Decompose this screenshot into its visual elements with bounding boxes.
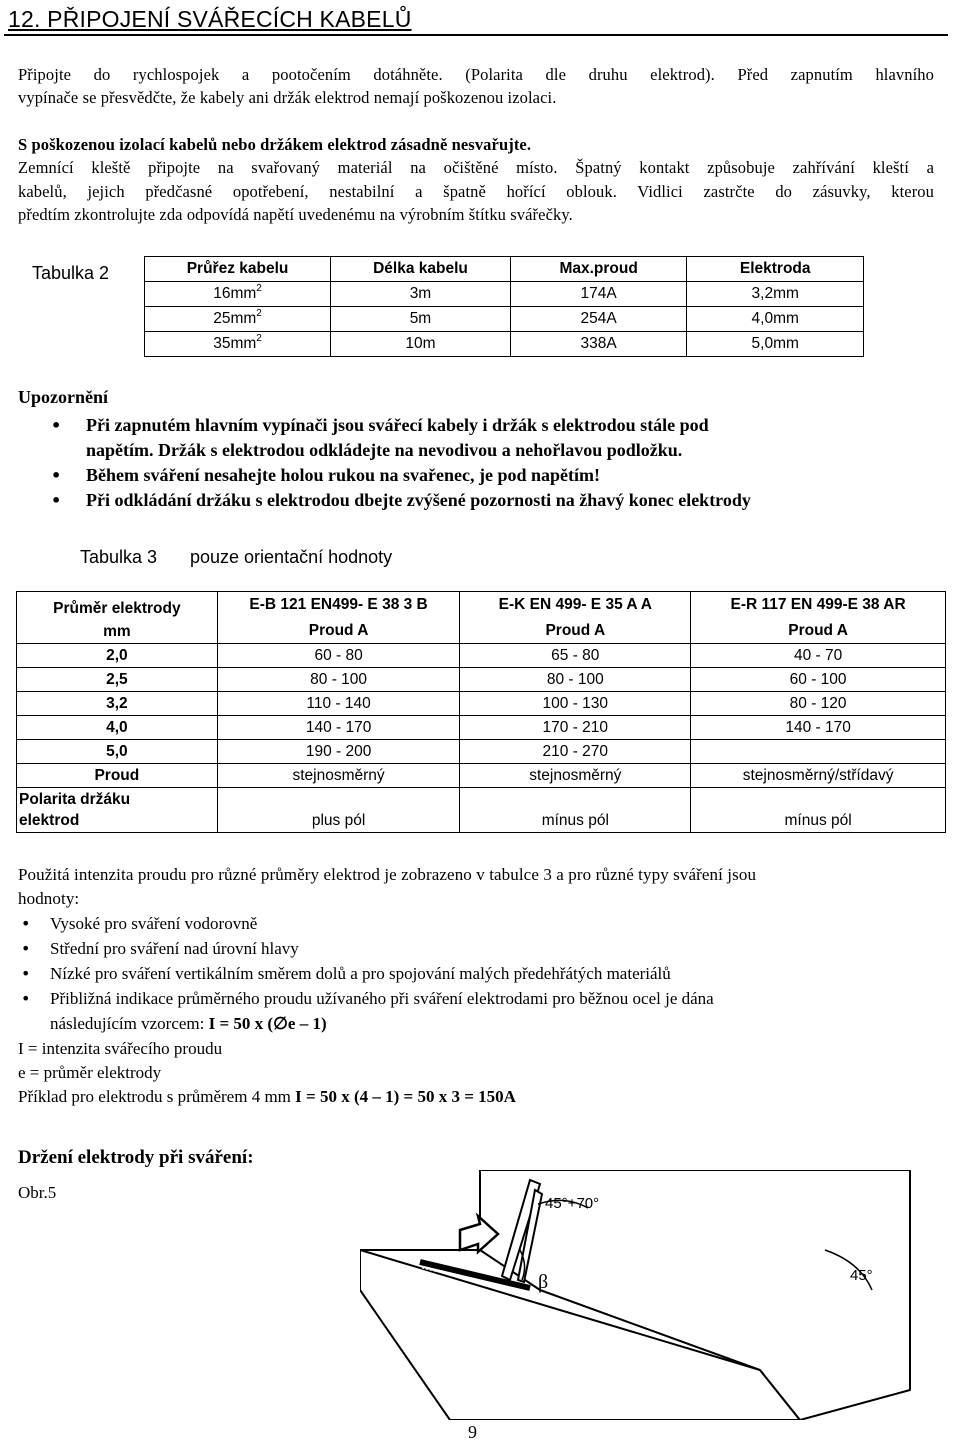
usage-line-2: hodnoty: xyxy=(18,889,80,908)
table-cell: stejnosměrný xyxy=(217,764,460,788)
section-heading: 12. PŘIPOJENÍ SVÁŘECÍCH KABELŮ xyxy=(8,6,412,32)
superscript: 2 xyxy=(256,308,262,319)
table-cell: 170 - 210 xyxy=(460,716,691,740)
warning-title: Upozornění xyxy=(18,387,108,407)
usage-definitions xyxy=(18,1037,516,1109)
table-cell: 110 - 140 xyxy=(217,692,460,716)
table3 xyxy=(16,591,946,833)
example-prefix: Příklad pro elektrodu s průměrem 4 mm xyxy=(18,1087,296,1106)
intro-line-1: Připojte do rychlospojek a pootočením dotáhněte. (Polarita dle druhu elektrod). Před zapnutím hlavního xyxy=(18,65,934,84)
table-row xyxy=(17,692,946,716)
table-cell: mínus pól xyxy=(691,788,946,833)
table-header: E-R 117 EN 499-E 38 AR xyxy=(691,592,946,619)
list-item: • Nízké pro sváření vertikálním směrem dolů a pro spojování malých předehřátých materiálů xyxy=(18,961,918,986)
table-cell: mínus pól xyxy=(460,788,691,833)
table-header: Proud A xyxy=(217,618,460,643)
table-cell: 4,0mm xyxy=(687,307,864,332)
table-cell: plus pól xyxy=(217,788,460,833)
usage-list xyxy=(18,911,918,1036)
formula-prefix: následujícím vzorcem: xyxy=(50,1014,209,1033)
col0-header-line1: Průměr elektrody xyxy=(53,600,181,617)
heading-rule xyxy=(4,34,948,36)
polarity-label-l2: elektrod xyxy=(19,812,80,829)
table-header: Proud A xyxy=(460,618,691,643)
intro-line-2: vypínače se přesvědčte, že kabely ani držák elektrod nemají poškozenou izolaci. xyxy=(18,88,557,107)
cable-section: 35mm xyxy=(213,335,257,352)
table-cell: 2,5 xyxy=(17,668,218,692)
table-cell: 190 - 200 xyxy=(217,740,460,764)
table-cell: 3,2 xyxy=(17,692,218,716)
table-row xyxy=(17,644,946,668)
list-item: • Přibližná indikace průměrného proudu užívaného při sváření elektrodami pro běžnou ocel je dána xyxy=(18,986,918,1011)
table-cell xyxy=(17,788,218,833)
list-item xyxy=(18,413,928,463)
table-cell: Proud xyxy=(17,764,218,788)
table-header: E-B 121 EN499- E 38 3 B xyxy=(217,592,460,619)
example-line xyxy=(18,1085,516,1109)
table-row xyxy=(17,788,946,833)
table-header: Délka kabelu xyxy=(331,257,511,282)
cable-section: 16mm xyxy=(213,285,257,302)
list-item: • Střední pro sváření nad úrovní hlavy xyxy=(18,936,918,961)
def-e: e = průměr elektrody xyxy=(18,1063,162,1082)
superscript: 2 xyxy=(256,283,262,294)
table-cell: 140 - 170 xyxy=(691,716,946,740)
table2-header-row xyxy=(145,257,864,282)
table-cell: 140 - 170 xyxy=(217,716,460,740)
intro-line-6: předtím zkontrolujte zda odpovídá napětí uvedenému na výrobním štítku svářečky. xyxy=(18,205,573,224)
table-cell: 80 - 120 xyxy=(691,692,946,716)
cable-section: 25mm xyxy=(213,310,257,327)
table-cell xyxy=(691,740,946,764)
table-row xyxy=(17,668,946,692)
page-number: 9 xyxy=(468,1422,477,1442)
example: I = 50 x (4 – 1) = 50 x 3 = 150A xyxy=(295,1087,516,1106)
angle-right-label: 45° xyxy=(850,1267,873,1284)
table-header: Elektroda xyxy=(687,257,864,282)
table-cell: 3m xyxy=(331,282,511,307)
intro-warning-bold: S poškozenou izolací kabelů nebo držákem elektrod zásadně nesvařujte. xyxy=(18,135,532,154)
table-row xyxy=(145,282,864,307)
usage-line-1: Použitá intenzita proudu pro různé průměry elektrod je zobrazeno v tabulce 3 a pro různé typy sváření jsou xyxy=(18,865,757,884)
table-cell: 5m xyxy=(331,307,511,332)
superscript: 2 xyxy=(256,333,262,344)
warning-b1-l2: napětím. Držák s elektrodou odkládejte na nevodivou a nehořlavou podložku. xyxy=(86,440,683,460)
table-cell: 40 - 70 xyxy=(691,644,946,668)
def-i: I = intenzita svářecího proudu xyxy=(18,1039,223,1058)
list-item: • Vysoké pro sváření vodorovně xyxy=(18,911,918,936)
table-cell: stejnosměrný xyxy=(460,764,691,788)
table-cell: 80 - 100 xyxy=(217,668,460,692)
table3-caption: Tabulka 3 xyxy=(80,547,158,567)
table-cell: 100 - 130 xyxy=(460,692,691,716)
formula: I = 50 x (∅e – 1) xyxy=(208,1014,327,1033)
table-cell: 174A xyxy=(510,282,687,307)
table-cell: 4,0 xyxy=(17,716,218,740)
table-cell: stejnosměrný/střídavý xyxy=(691,764,946,788)
holding-title: Držení elektrody při sváření: xyxy=(18,1147,254,1168)
table-header xyxy=(17,592,218,644)
beta-label: β xyxy=(538,1271,549,1293)
col0-header-line2: mm xyxy=(103,623,131,640)
table-cell: 10m xyxy=(331,332,511,357)
table-cell: 210 - 270 xyxy=(460,740,691,764)
list-item: • Při odkládání držáku s elektrodou dbejte zvýšené pozornosti na žhavý konec elektrody xyxy=(18,488,928,513)
table-cell: 338A xyxy=(510,332,687,357)
table-header: Proud A xyxy=(691,618,946,643)
welding-figure xyxy=(360,1170,920,1420)
list-item: • Během sváření nesahejte holou rukou na svařenec, je pod napětím! xyxy=(18,463,928,488)
table-cell: 3,2mm xyxy=(687,282,864,307)
intro-line-5: kabelů, jejich předčasné opotřebení, nestabilní a špatně hořící oblouk. Vidlici zastrčte do zásuvky, kterou xyxy=(18,182,934,201)
table2 xyxy=(144,256,864,357)
polarity-label-l1: Polarita držáku xyxy=(19,791,131,808)
table-cell: 65 - 80 xyxy=(460,644,691,668)
table-cell xyxy=(145,332,331,357)
table-cell: 254A xyxy=(510,307,687,332)
table-header: E-K EN 499- E 35 A A xyxy=(460,592,691,619)
table3-header-row-1 xyxy=(17,592,946,619)
table-cell: 80 - 100 xyxy=(460,668,691,692)
table-cell xyxy=(145,282,331,307)
table3-caption-note: pouze orientační hodnoty xyxy=(190,547,393,567)
table-row xyxy=(17,740,946,764)
table-header: Průřez kabelu xyxy=(145,257,331,282)
table-row xyxy=(17,764,946,788)
table-row xyxy=(17,716,946,740)
warning-b1-l1: Při zapnutém hlavním vypínači jsou svářecí kabely i držák s elektrodou stále pod xyxy=(86,415,709,435)
warning-list xyxy=(18,413,928,513)
table-cell: 5,0 xyxy=(17,740,218,764)
intro-line-4: Zemnící kleště připojte na svařovaný materiál na očištěné místo. Špatný kontakt způsobuje zahřívání kleští a xyxy=(18,158,934,177)
table-cell xyxy=(145,307,331,332)
table-cell: 60 - 100 xyxy=(691,668,946,692)
table-row xyxy=(145,332,864,357)
table-row xyxy=(145,307,864,332)
table-cell: 5,0mm xyxy=(687,332,864,357)
formula-line xyxy=(18,1011,918,1036)
figure-label: Obr.5 xyxy=(18,1183,57,1202)
table-cell: 2,0 xyxy=(17,644,218,668)
table-header: Max.proud xyxy=(510,257,687,282)
angle-top-label: 45°+70° xyxy=(545,1195,600,1212)
table-cell: 60 - 80 xyxy=(217,644,460,668)
table2-caption: Tabulka 2 xyxy=(32,263,110,283)
